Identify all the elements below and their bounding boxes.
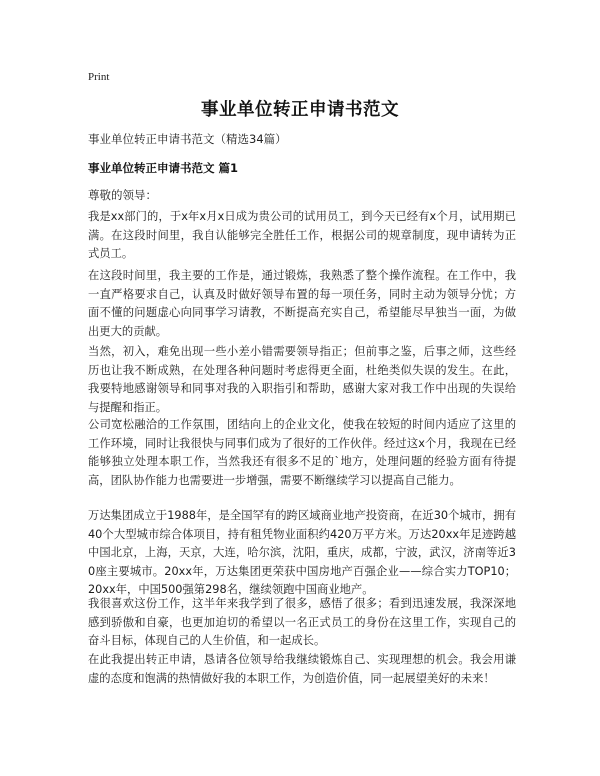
paragraph-3: 当然，初入，难免出现一些小差小错需要领导指正；但前事之鉴，后事之师，这些经历也让我不断成熟，在处理各种问题时考虑得更全面，杜绝类似失误的发生。在此，我要特地感谢领导和同事对我的入职指引和帮助，感谢大家对我工作中出现的失误给与提醒和指正。 xyxy=(88,345,516,414)
document-title: 事业单位转正申请书范文 xyxy=(201,100,399,120)
section-heading: 事业单位转正申请书范文 篇1 xyxy=(88,161,239,175)
salutation: 尊敬的领导： xyxy=(88,188,157,202)
paragraph-5: 万达集团成立于1988年，是全国罕有的跨区域商业地产投资商，在近30个城市，拥有40个大型城市综合体项目，持有租凭物业面积约420万平方米。万达20xx年足迹跨越中国北京，上海，天京，大连，哈尔滨，沈阳，重庆，成都，宁波，武汉，济南等近30座主要城市。20xx年，万达集团更荣获中国房地产百强企业——综合实力TOP10；20xx年，中国500强第298名，继续领跑中国商业地产。 xyxy=(88,509,516,596)
paragraph-7: 在此我提出转正申请，恳请各位领导给我继续锻炼自己、实现理想的机会。我会用谦虚的态度和饱满的热情做好我的本职工作，为创造价值，同一起展望美好的未来！ xyxy=(88,653,516,685)
paragraph-4: 公司宽松融洽的工作氛围，团结向上的企业文化，使我在较短的时间内适应了这里的工作环境，同时让我很快与同事们成为了很好的工作伙伴。经过这x个月，我现在已经能够独立处理本职工作，当然我还有很多不足的`地方，处理问题的经验方面有待提高，团队协作能力也需要进一步增强，需要不断继续学习以提高自己能力。 xyxy=(88,418,516,487)
paragraph-6: 我很喜欢这份工作，这半年来我学到了很多，感悟了很多；看到迅速发展，我深深地感到骄傲和自豪，也更加迫切的希望以一名正式员工的身份在这里工作，实现自己的奋斗目标，体现自己的人生价值，和一起成长。 xyxy=(88,597,516,647)
paragraph-1: 我是xx部门的，于x年x月x日成为贵公司的试用员工，到今天已经有x个月，试用期已满。在这段时间里，我自认能够完全胜任工作，根据公司的规章制度，现申请转为正式员工。 xyxy=(88,210,516,260)
print-label: Print xyxy=(88,71,110,83)
paragraph-2: 在这段时间里，我主要的工作是，通过锻炼，我熟悉了整个操作流程。在工作中，我一直严格要求自己，认真及时做好领导布置的每一项任务，同时主动为领导分忧；方面不懂的问题虚心向同事学习请教，不断提高充实自己，希望能尽早独当一面，为做出更大的贡献。 xyxy=(88,269,516,338)
document-subtitle: 事业单位转正申请书范文（精选34篇） xyxy=(88,132,287,146)
